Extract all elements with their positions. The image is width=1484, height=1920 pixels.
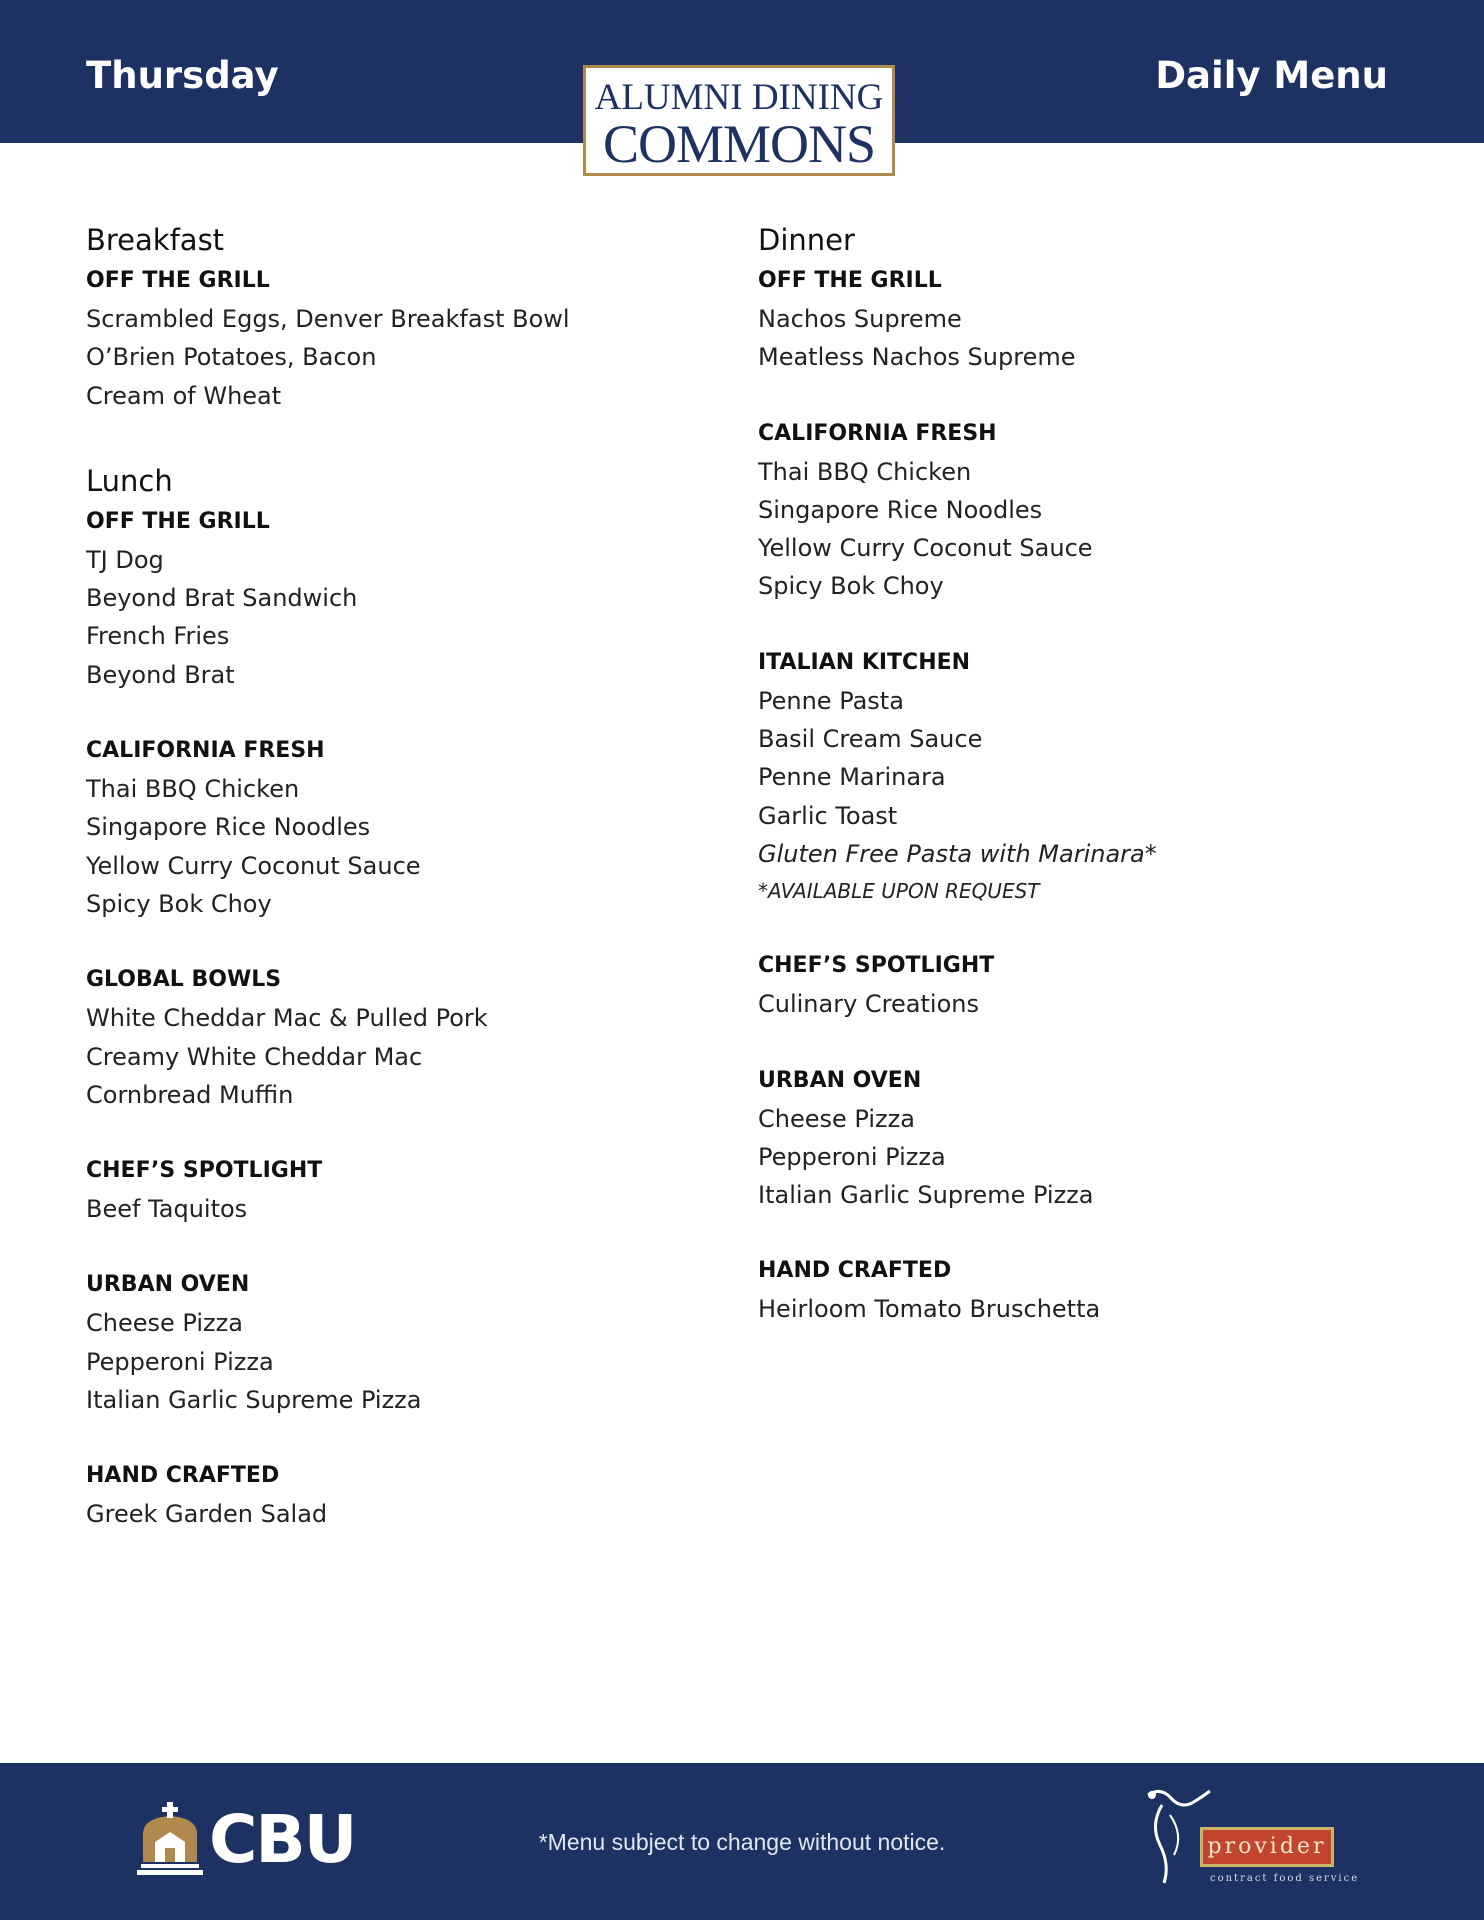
- station-heading: CALIFORNIA FRESH: [758, 420, 997, 446]
- disclaimer: *Menu subject to change without notice.: [538, 1829, 946, 1855]
- station-heading: CHEF’S SPOTLIGHT: [758, 953, 995, 979]
- menu-item: Singapore Rice Noodles: [86, 813, 371, 842]
- menu-item: White Cheddar Mac & Pulled Pork: [86, 1004, 488, 1033]
- menu-item: Cheese Pizza: [758, 1104, 915, 1133]
- menu-item: Penne Marinara: [758, 763, 946, 792]
- menu-item: Italian Garlic Supreme Pizza: [758, 1181, 1094, 1210]
- provider-tagline: contract food service: [1210, 1873, 1360, 1884]
- station-heading: OFF THE GRILL: [86, 268, 270, 293]
- station-heading: HAND CRAFTED: [86, 1463, 280, 1489]
- menu-item: Scrambled Eggs, Denver Breakfast Bowl: [86, 305, 570, 333]
- menu-item: Pepperoni Pizza: [86, 1347, 274, 1376]
- menu-title: Daily Menu: [1155, 54, 1388, 97]
- menu-item: Creamy White Cheddar Mac: [86, 1042, 423, 1071]
- menu-item: Beyond Brat Sandwich: [86, 584, 358, 613]
- station-heading: ITALIAN KITCHEN: [758, 649, 971, 675]
- cbu-logo-text: CBU: [209, 1801, 356, 1878]
- provider-logo-box: provider: [1200, 1827, 1334, 1867]
- menu-item: Yellow Curry Coconut Sauce: [758, 534, 1093, 563]
- left-column: [86, 218, 686, 1534]
- provider-logo: [1140, 1785, 1390, 1900]
- station-heading: HAND CRAFTED: [758, 1258, 952, 1284]
- menu-item: Penne Pasta: [758, 686, 904, 715]
- menu-item: Nachos Supreme: [758, 305, 962, 333]
- logo-line1: ALUMNI DINING: [594, 77, 884, 118]
- meal-heading-breakfast: Breakfast: [86, 223, 225, 257]
- menu-item: Culinary Creations: [758, 990, 979, 1019]
- logo-line2: COMMONS: [602, 114, 876, 174]
- station-heading: CALIFORNIA FRESH: [86, 738, 325, 764]
- right-column: [758, 218, 1358, 1329]
- day-label: Thursday: [86, 54, 279, 97]
- station-heading: CHEF’S SPOTLIGHT: [86, 1158, 323, 1184]
- menu-item: Thai BBQ Chicken: [86, 775, 300, 804]
- menu-item: Singapore Rice Noodles: [758, 495, 1043, 524]
- station-heading: OFF THE GRILL: [86, 508, 270, 534]
- station-heading: URBAN OVEN: [758, 1067, 922, 1093]
- menu-item: O’Brien Potatoes, Bacon: [86, 343, 377, 372]
- menu-item: Cream of Wheat: [86, 381, 282, 410]
- menu-item: Garlic Toast: [758, 801, 898, 830]
- menu-item: Spicy Bok Choy: [86, 889, 272, 918]
- menu-item: Beef Taquitos: [86, 1195, 248, 1224]
- menu-item: Italian Garlic Supreme Pizza: [86, 1386, 422, 1415]
- alumni-dining-commons-logo: [583, 65, 895, 176]
- menu-item: French Fries: [86, 622, 230, 651]
- station-heading: GLOBAL BOWLS: [86, 967, 282, 993]
- menu-item-gluten-free: Gluten Free Pasta with Marinara*: [758, 839, 1157, 868]
- menu-item: Meatless Nachos Supreme: [758, 343, 1076, 372]
- menu-item: Basil Cream Sauce: [758, 725, 983, 754]
- menu-item: Yellow Curry Coconut Sauce: [86, 851, 421, 880]
- menu-item: Pepperoni Pizza: [758, 1142, 946, 1171]
- menu-item: Heirloom Tomato Bruschetta: [758, 1295, 1101, 1324]
- menu-item: Beyond Brat: [86, 660, 235, 689]
- station-heading: URBAN OVEN: [86, 1272, 250, 1298]
- menu-item: Cheese Pizza: [86, 1309, 243, 1338]
- menu-item: Thai BBQ Chicken: [758, 457, 972, 486]
- menu-item: Greek Garden Salad: [86, 1500, 328, 1529]
- availability-note: *AVAILABLE UPON REQUEST: [758, 879, 1040, 904]
- footer-bar: [0, 1763, 1484, 1920]
- menu-item: TJ Dog: [86, 545, 164, 574]
- meal-heading-dinner: Dinner: [758, 223, 855, 257]
- meal-heading-lunch: Lunch: [86, 463, 173, 498]
- menu-item: Cornbread Muffin: [86, 1080, 294, 1109]
- menu-item: Spicy Bok Choy: [758, 572, 944, 601]
- station-heading: OFF THE GRILL: [758, 268, 942, 293]
